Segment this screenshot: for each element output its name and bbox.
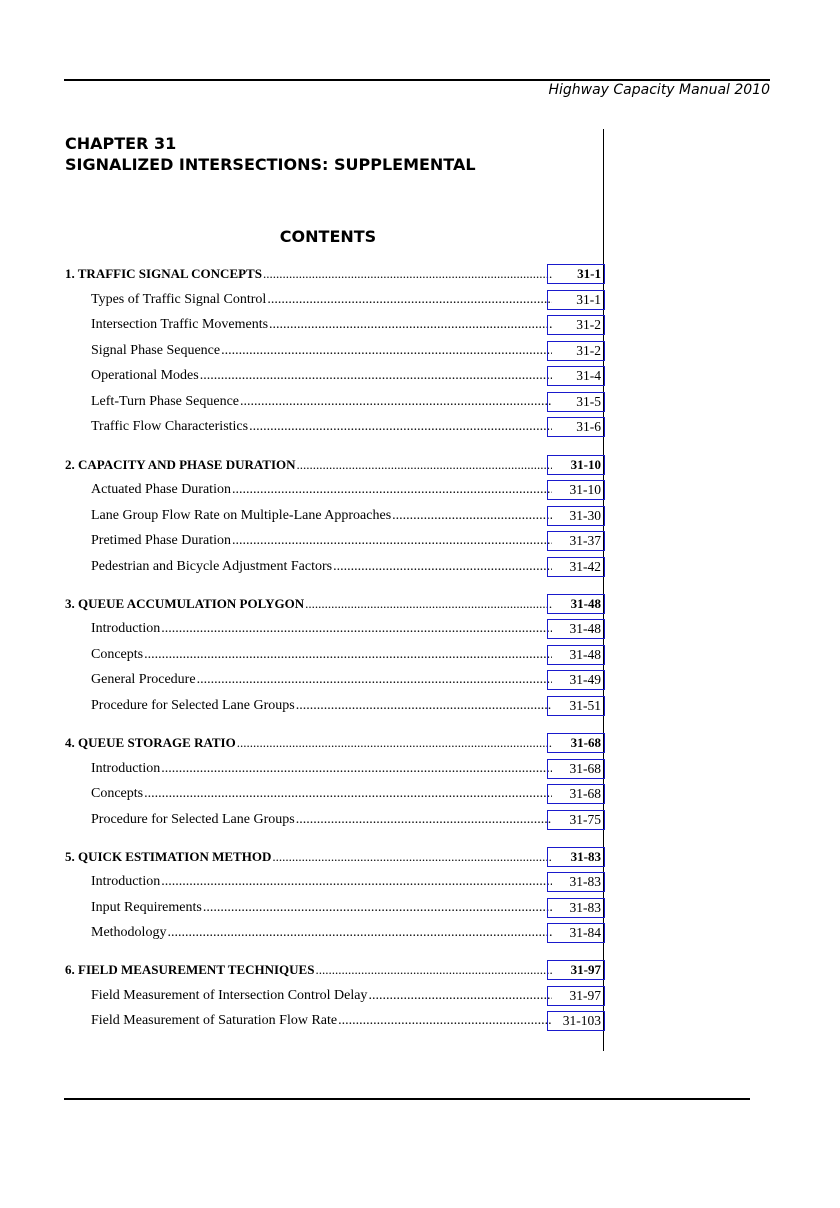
- toc-entry-title: Pretimed Phase Duration: [91, 533, 231, 548]
- toc-entry-title: Signal Phase Sequence: [91, 343, 221, 358]
- toc-section-entry: [65, 594, 601, 614]
- toc-page-link[interactable]: 31-68: [547, 759, 605, 779]
- toc-entry-title: General Procedure: [91, 672, 196, 687]
- toc-subsection-entry: [91, 645, 601, 665]
- toc-entry-title: Concepts: [91, 786, 144, 801]
- dot-leader: [338, 1013, 552, 1029]
- dot-leader: [237, 735, 552, 751]
- dot-leader: [305, 596, 552, 612]
- toc-entry-title: Types of Traffic Signal Control: [91, 292, 267, 307]
- toc-entry-title: 2. CAPACITY AND PHASE DURATION: [65, 457, 296, 472]
- toc-entry-title: Intersection Traffic Movements: [91, 317, 269, 332]
- toc-subsection-entry: [91, 341, 601, 361]
- toc-entry-title: Traffic Flow Characteristics: [91, 419, 249, 434]
- toc-entry-title: 4. QUEUE STORAGE RATIO: [65, 735, 236, 750]
- toc-entry-title: Field Measurement of Intersection Control Delay: [91, 988, 368, 1003]
- toc-subsection-entry: [91, 696, 601, 716]
- toc-page-link[interactable]: 31-83: [547, 847, 605, 867]
- toc-page-link[interactable]: 31-75: [547, 810, 605, 830]
- toc-entry-title: Left-Turn Phase Sequence: [91, 394, 240, 409]
- toc-page-link[interactable]: 31-2: [547, 341, 605, 361]
- contents-heading: CONTENTS: [279, 227, 377, 246]
- toc-page-link[interactable]: 31-103: [547, 1011, 605, 1031]
- dot-leader: [203, 900, 552, 916]
- toc-page-link[interactable]: 31-10: [547, 455, 605, 475]
- toc-subsection-entry: [91, 670, 601, 690]
- toc-page-link[interactable]: 31-5: [547, 392, 605, 412]
- toc-page-link[interactable]: 31-83: [547, 872, 605, 892]
- toc-subsection-entry: [91, 392, 601, 412]
- toc-section-entry: [65, 733, 601, 753]
- toc-page-link[interactable]: 31-83: [547, 898, 605, 918]
- toc-entry-title: Introduction: [91, 761, 161, 776]
- dot-leader: [315, 962, 552, 978]
- toc-page-link[interactable]: 31-2: [547, 315, 605, 335]
- dot-leader: [200, 368, 552, 384]
- toc-subsection-entry: [91, 986, 601, 1006]
- chapter-number: CHAPTER 31: [65, 134, 177, 153]
- footer-rule: [64, 1098, 750, 1100]
- toc-subsection-entry: [91, 417, 601, 437]
- toc-section-entry: [65, 960, 601, 980]
- toc-entry-title: 1. TRAFFIC SIGNAL CONCEPTS: [65, 266, 262, 281]
- dot-leader: [144, 786, 552, 802]
- toc-subsection-entry: [91, 784, 601, 804]
- chapter-heading: [65, 133, 476, 175]
- toc-entry-title: Actuated Phase Duration: [91, 482, 231, 497]
- toc-subsection-entry: [91, 506, 601, 526]
- toc-entry-title: Procedure for Selected Lane Groups: [91, 812, 295, 827]
- toc-subsection-entry: [91, 480, 601, 500]
- header-rule: [64, 79, 770, 81]
- toc-subsection-entry: [91, 898, 601, 918]
- toc-page-link[interactable]: 31-48: [547, 645, 605, 665]
- toc-page-link[interactable]: 31-30: [547, 506, 605, 526]
- toc-page-link[interactable]: 31-1: [547, 290, 605, 310]
- toc-entry-title: Introduction: [91, 621, 161, 636]
- toc-page-link[interactable]: 31-4: [547, 366, 605, 386]
- dot-leader: [161, 874, 552, 890]
- toc-page-link[interactable]: 31-68: [547, 733, 605, 753]
- dot-leader: [167, 925, 552, 941]
- toc-entry-title: Pedestrian and Bicycle Adjustment Factors: [91, 559, 333, 574]
- dot-leader: [297, 457, 552, 473]
- dot-leader: [144, 647, 552, 663]
- toc-page-link[interactable]: 31-6: [547, 417, 605, 437]
- dot-leader: [221, 343, 552, 359]
- dot-leader: [240, 394, 552, 410]
- toc-page-link[interactable]: 31-48: [547, 594, 605, 614]
- toc-subsection-entry: [91, 872, 601, 892]
- dot-leader: [392, 508, 552, 524]
- dot-leader: [249, 419, 552, 435]
- toc-entry-title: Concepts: [91, 647, 144, 662]
- running-header-title: Highway Capacity Manual 2010: [548, 82, 770, 98]
- toc-page-link[interactable]: 31-37: [547, 531, 605, 551]
- toc-entry-title: Operational Modes: [91, 368, 199, 383]
- toc-subsection-entry: [91, 810, 601, 830]
- toc-page-link[interactable]: 31-10: [547, 480, 605, 500]
- dot-leader: [368, 988, 552, 1004]
- toc-section-entry: [65, 264, 601, 284]
- toc-page-link[interactable]: 31-42: [547, 557, 605, 577]
- dot-leader: [267, 292, 552, 308]
- toc-subsection-entry: [91, 557, 601, 577]
- toc-entry-title: 6. FIELD MEASUREMENT TECHNIQUES: [65, 962, 315, 977]
- toc-subsection-entry: [91, 531, 601, 551]
- toc-subsection-entry: [91, 759, 601, 779]
- toc-subsection-entry: [91, 1011, 601, 1031]
- dot-leader: [197, 672, 552, 688]
- toc-page-link[interactable]: 31-48: [547, 619, 605, 639]
- chapter-title: SIGNALIZED INTERSECTIONS: SUPPLEMENTAL: [65, 155, 476, 174]
- toc-entry-title: Field Measurement of Saturation Flow Rate: [91, 1013, 338, 1028]
- toc-page-link[interactable]: 31-97: [547, 960, 605, 980]
- toc-page-link[interactable]: 31-49: [547, 670, 605, 690]
- toc-page-link[interactable]: 31-51: [547, 696, 605, 716]
- toc-page-link[interactable]: 31-68: [547, 784, 605, 804]
- toc-subsection-entry: [91, 290, 601, 310]
- toc-subsection-entry: [91, 315, 601, 335]
- dot-leader: [272, 849, 552, 865]
- toc-subsection-entry: [91, 366, 601, 386]
- dot-leader: [161, 621, 552, 637]
- toc-entry-title: Lane Group Flow Rate on Multiple-Lane Approaches: [91, 508, 392, 523]
- dot-leader: [269, 317, 552, 333]
- toc-entry-title: 3. QUEUE ACCUMULATION POLYGON: [65, 596, 305, 611]
- toc-entry-title: Procedure for Selected Lane Groups: [91, 698, 295, 713]
- toc-entry-title: Methodology: [91, 925, 167, 940]
- dot-leader: [232, 482, 552, 498]
- dot-leader: [296, 698, 552, 714]
- toc-entry-title: 5. QUICK ESTIMATION METHOD: [65, 849, 272, 864]
- toc-subsection-entry: [91, 923, 601, 943]
- dot-leader: [296, 812, 552, 828]
- toc-page-link[interactable]: 31-97: [547, 986, 605, 1006]
- dot-leader: [161, 761, 552, 777]
- toc-section-entry: [65, 455, 601, 475]
- toc-page-link[interactable]: 31-1: [547, 264, 605, 284]
- toc-page-link[interactable]: 31-84: [547, 923, 605, 943]
- dot-leader: [232, 533, 552, 549]
- dot-leader: [333, 559, 552, 575]
- toc-entry-title: Input Requirements: [91, 900, 202, 915]
- toc-subsection-entry: [91, 619, 601, 639]
- dot-leader: [263, 266, 552, 282]
- toc-section-entry: [65, 847, 601, 867]
- toc-entry-title: Introduction: [91, 874, 161, 889]
